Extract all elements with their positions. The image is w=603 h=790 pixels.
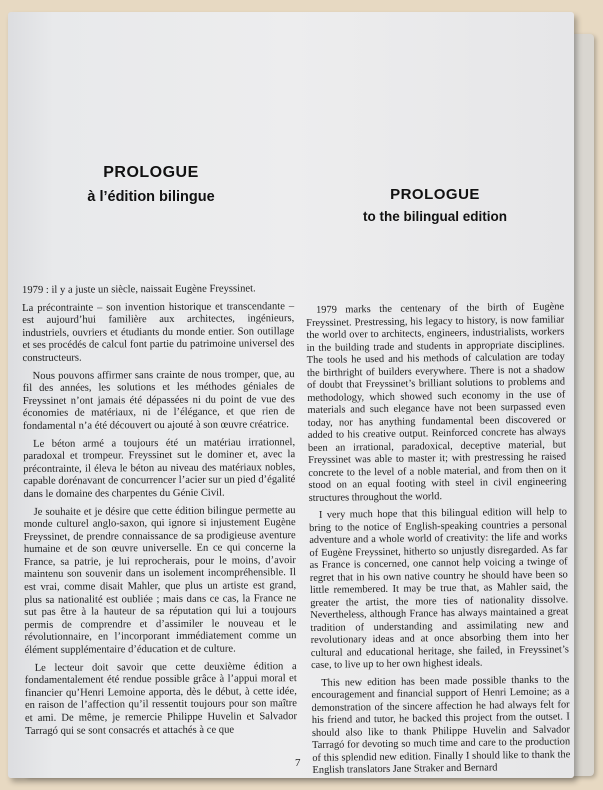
english-subtitle: to the bilingual edition <box>363 209 507 224</box>
english-paragraph: I very much hope that this bilingual edition will help to bring to the notice of English-speaking countries a personal adventure and a whole world of creativity: the life and works of Eugène Freyssinet, hitherto so unjustly disregarded. As far as France is concerned, one cannot help voicing a twinge of regret that in his own native country he should have been so little remembered. It may be true that, as Mahler said, the greater the artist, the more ties of nationality dissolve. Nevertheless, although France has always maintained a great tradition of understanding and assimilating new and revolutionary ideas and at once absorbing them into her cultural and educational heritage, she failed, in Freyssinet’s case, to live up to her own highest ideals. <box>309 506 569 671</box>
english-paragraph: 1979 marks the centenary of the birth of Eugène Freyssinet. Prestressing, his legacy to history, is now familiar the world over to architects, engineers, industrialists, workers in the building trade and students in appropriate disciplines. The tools he used and his methods of calculation are today the birthright of builders everywhere. There is not a shadow of doubt that Freyssinet’s brilliant solutions to problems and methodology, which showed such economy in the use of materials and such elegance have not been surpassed even today, nor has anything fundamental been discovered or added to his creative output. Reinforced concrete has always been an irrational, paradoxical, deceptive material, but Freyssinet was able to master it; with prestressing he raised concrete to the level of a noble material, and from then on it stood on an equal footing with steel in civil engineering structures throughout the world. <box>306 301 567 504</box>
english-title: PROLOGUE <box>390 186 480 203</box>
page-number: 7 <box>295 757 301 769</box>
french-column <box>22 283 297 743</box>
french-paragraph: Nous pouvons affirmer sans crainte de nous tromper, que, au fil des années, les solutions et les méthodes géniales de Freyssinet n’ont jamais été dépassées ni du point de vue des économies de matériaux, ni de l’élégance, et que rien de fondamental n’a été découvert ou ajouté à son œuvre créatrice. <box>22 368 295 432</box>
french-paragraph: Le béton armé a toujours été un matériau irrationnel, paradoxal et trompeur. Freyssinet sut le dominer et, avec la précontrainte, il éleva le béton au niveau des matériaux nobles, capable dorénavant de concurrencer l’acier sur un pied d’égalité dans le domaine des charpentes du Génie Civil. <box>23 436 296 500</box>
french-subtitle: à l’édition bilingue <box>87 189 215 205</box>
french-title: PROLOGUE <box>103 164 199 181</box>
english-paragraph: This new edition has been made possible thanks to the encouragement and financial support of Henri Lemoine; as a demonstration of the sincere affection he had always felt for his friend and tutor, he backed this project from the outset. I should also like to thank Philippe Huvelin and Salvador Tarragó for devoting so much time and care to the production of this splendid new edition. Finally I should like to thank the English translators Jane Straker and Bernard <box>311 673 571 776</box>
french-paragraph: 1979 : il y a juste un siècle, naissait Eugène Freyssinet. <box>22 283 256 296</box>
french-paragraph: Je souhaite et je désire que cette édition bilingue permette au monde culturel anglo-saxon, qui ignore si injustement Eugène Freyssinet, de prendre connaissance de sa prodigieuse aventure humaine et de son œuvre universelle. En ce qui concerne la France, sa patrie, je lui reprocherais, pour le moins, d’avoir maintenu son souvenir dans un isolement incompréhensible. Il est vrai, comme disait Mahler, que plus un artiste est grand, plus sa nationalité est oubliée ; mais dans ce cas, la France ne sut pas être à la hauteur de sa réputation qui lui a toujours permis de comprendre et d’assimiler le nouveau et le révolutionnaire, en l’incorporant immédiatement comme un élément supplémentaire d’éducation et de culture. <box>23 504 297 657</box>
french-paragraph: La précontrainte – son invention historique et transcendante – est aujourd’hui familière aux architectes, ingénieurs, industriels, ouvriers et étudiants du monde entier. Son outillage et ses procédés de calcul font partie du patrimoine universel des constructeurs. <box>22 300 295 364</box>
french-paragraph: Le lecteur doit savoir que cette deuxième édition a fondamentalement été rendue possible grâce à l’appui moral et financier qu’Henri Lemoine apporta, dès le début, à cette idée, en raison de l’affection qu’il ressentit toujours pour son maître et ami. De même, je remercie Philippe Huvelin et Salvador Tarragó qui se sont consacrés et attachés à ce que <box>24 660 298 737</box>
book-page <box>8 12 574 778</box>
english-column <box>306 301 571 782</box>
